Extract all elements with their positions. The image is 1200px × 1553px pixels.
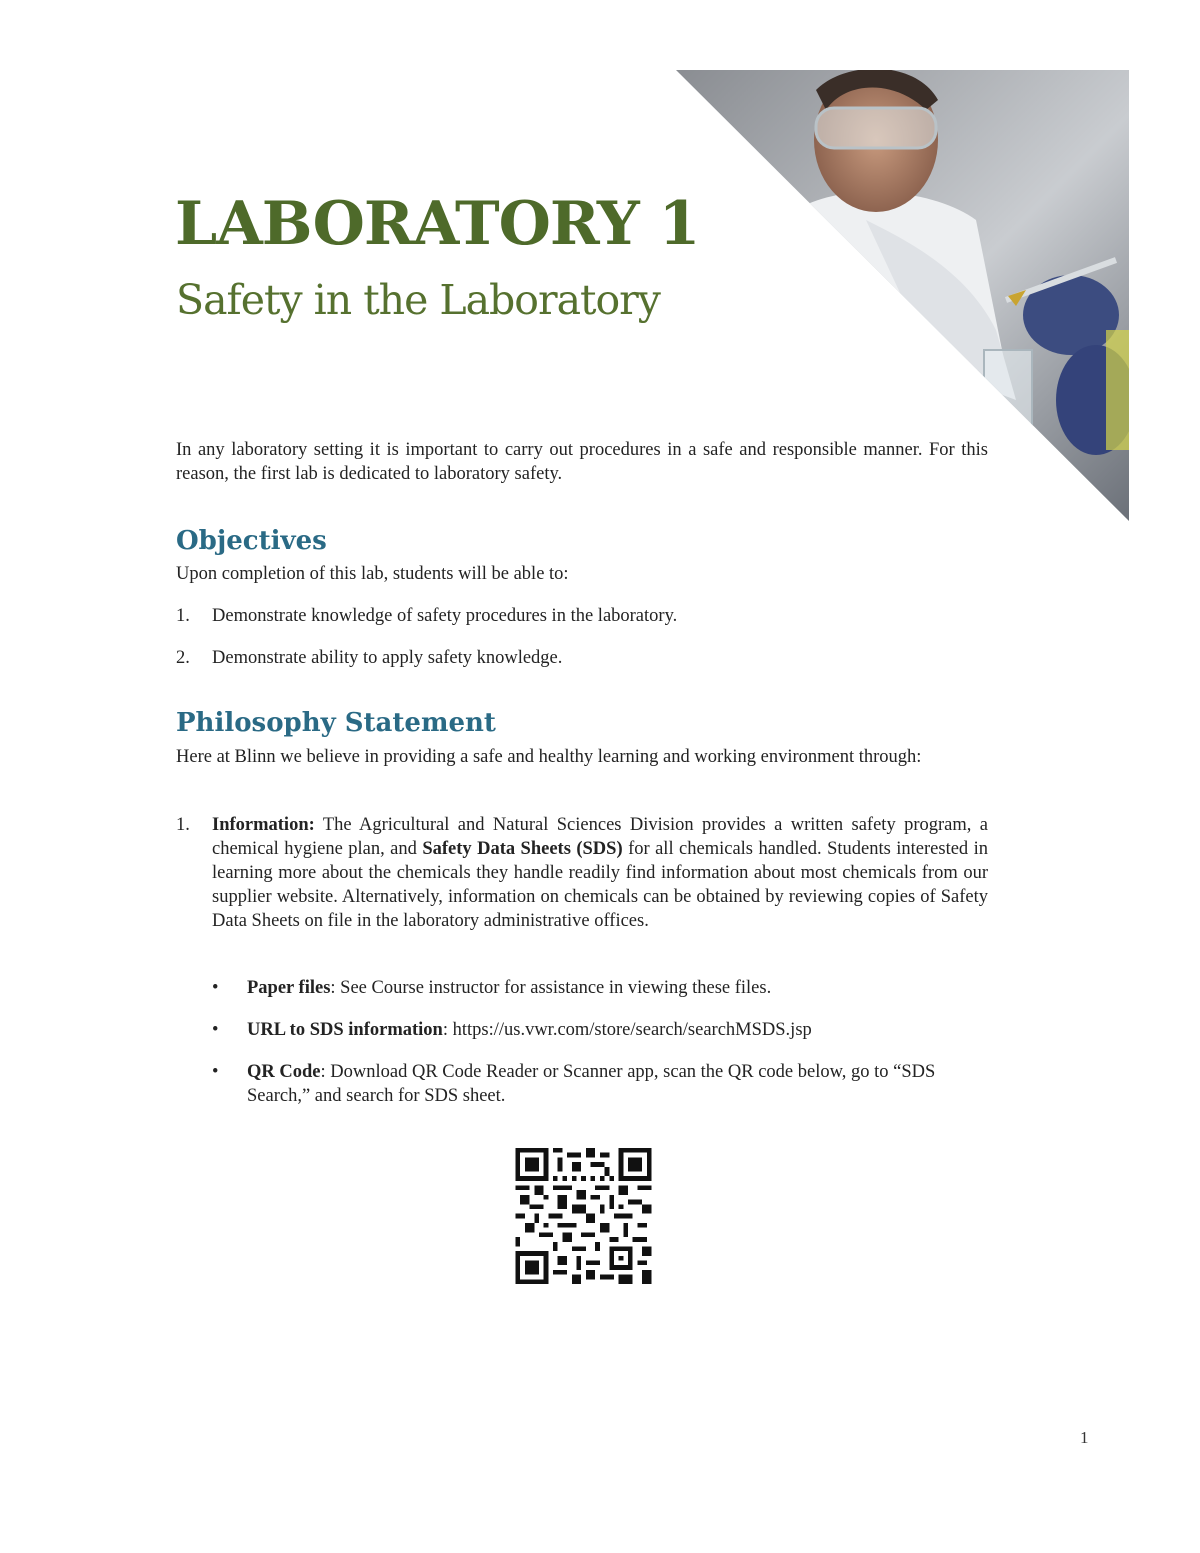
page-title: LABORATORY 1 — [175, 189, 700, 259]
sds-term: Safety Data Sheets (SDS) — [422, 839, 623, 859]
bullet-dot: • — [212, 1020, 219, 1040]
bullet-text — [247, 976, 988, 1000]
qr-code-icon[interactable] — [514, 1148, 653, 1284]
list-number: 2. — [176, 648, 190, 668]
philosophy-lead: Here at Blinn we believe in providing a safe and healthy learning and working environment through: — [176, 747, 922, 767]
intro-paragraph: In any laboratory setting it is important to carry out procedures in a safe and responsible manner. For this reason, the first lab is dedicated to laboratory safety. — [176, 440, 988, 484]
list-number: 1. — [176, 815, 190, 835]
bullet-label: QR Code — [247, 1062, 321, 1082]
bullet-body: : See Course instructor for assistance in viewing these files. — [330, 978, 772, 998]
list-item — [176, 646, 988, 670]
information-label: Information: — [212, 815, 315, 835]
list-text: Demonstrate ability to apply safety knowledge. — [212, 648, 563, 668]
bullet-body: : Download QR Code Reader or Scanner app, scan the QR code below, go to “SDS Search,” and search for SDS sheet. — [247, 1062, 936, 1106]
bullet-dot: • — [212, 978, 219, 998]
list-item — [176, 813, 988, 933]
bullet-text — [247, 1018, 988, 1042]
information-text-b: for all chemicals handled. Students interested in learning more about the chemicals they handle readily find information about most chemicals from our supplier website. Alternatively, information on chemicals can be obtained by reviewing copies of Safety Data Sheets on file in the laboratory administrative offices. — [212, 839, 989, 931]
objectives-lead: Upon completion of this lab, students will be able to: — [176, 564, 569, 584]
bullet-item — [212, 976, 988, 1000]
philosophy-heading: Philosophy Statement — [176, 708, 496, 738]
bullet-item — [212, 1018, 988, 1042]
information-text-a: The Agricultural and Natural Sciences Division provides a written safety program, a chemical hygiene plan, and — [212, 815, 988, 859]
page-subtitle: Safety in the Laboratory — [176, 276, 660, 324]
list-item — [176, 604, 988, 628]
bullet-item — [212, 1060, 988, 1108]
list-number: 1. — [176, 606, 190, 626]
page-number: 1 — [1080, 1428, 1089, 1447]
objectives-heading: Objectives — [176, 526, 327, 556]
bullet-body: : https://us.vwr.com/store/search/searchMSDS.jsp — [442, 1020, 812, 1040]
bullet-dot: • — [212, 1062, 219, 1082]
bullet-label: URL to SDS information — [247, 1020, 443, 1040]
information-paragraph — [212, 813, 988, 933]
bullet-label: Paper files — [247, 978, 331, 998]
list-text: Demonstrate knowledge of safety procedures in the laboratory. — [212, 606, 678, 626]
bullet-text — [247, 1060, 988, 1108]
